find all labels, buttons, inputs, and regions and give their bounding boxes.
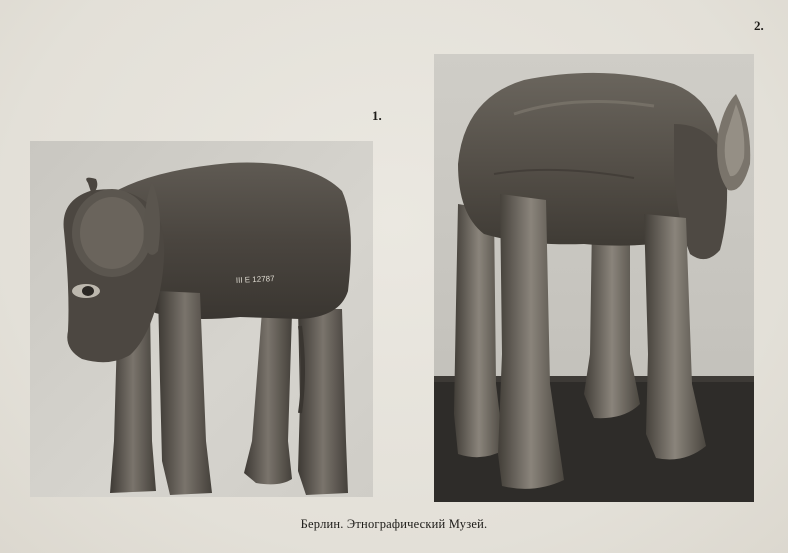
- wooden-animal-sculpture-2: [434, 54, 754, 502]
- figure-number-1: 1.: [372, 108, 382, 123]
- photo-figure-2: [434, 54, 754, 502]
- page-caption: Берлин. Этнографический Музей.: [300, 517, 488, 531]
- inventory-mark: III E 12787: [235, 273, 275, 285]
- photo-figure-1: [30, 141, 373, 497]
- wooden-animal-sculpture-1: [30, 141, 373, 497]
- figure-number-2: 2.: [754, 18, 764, 33]
